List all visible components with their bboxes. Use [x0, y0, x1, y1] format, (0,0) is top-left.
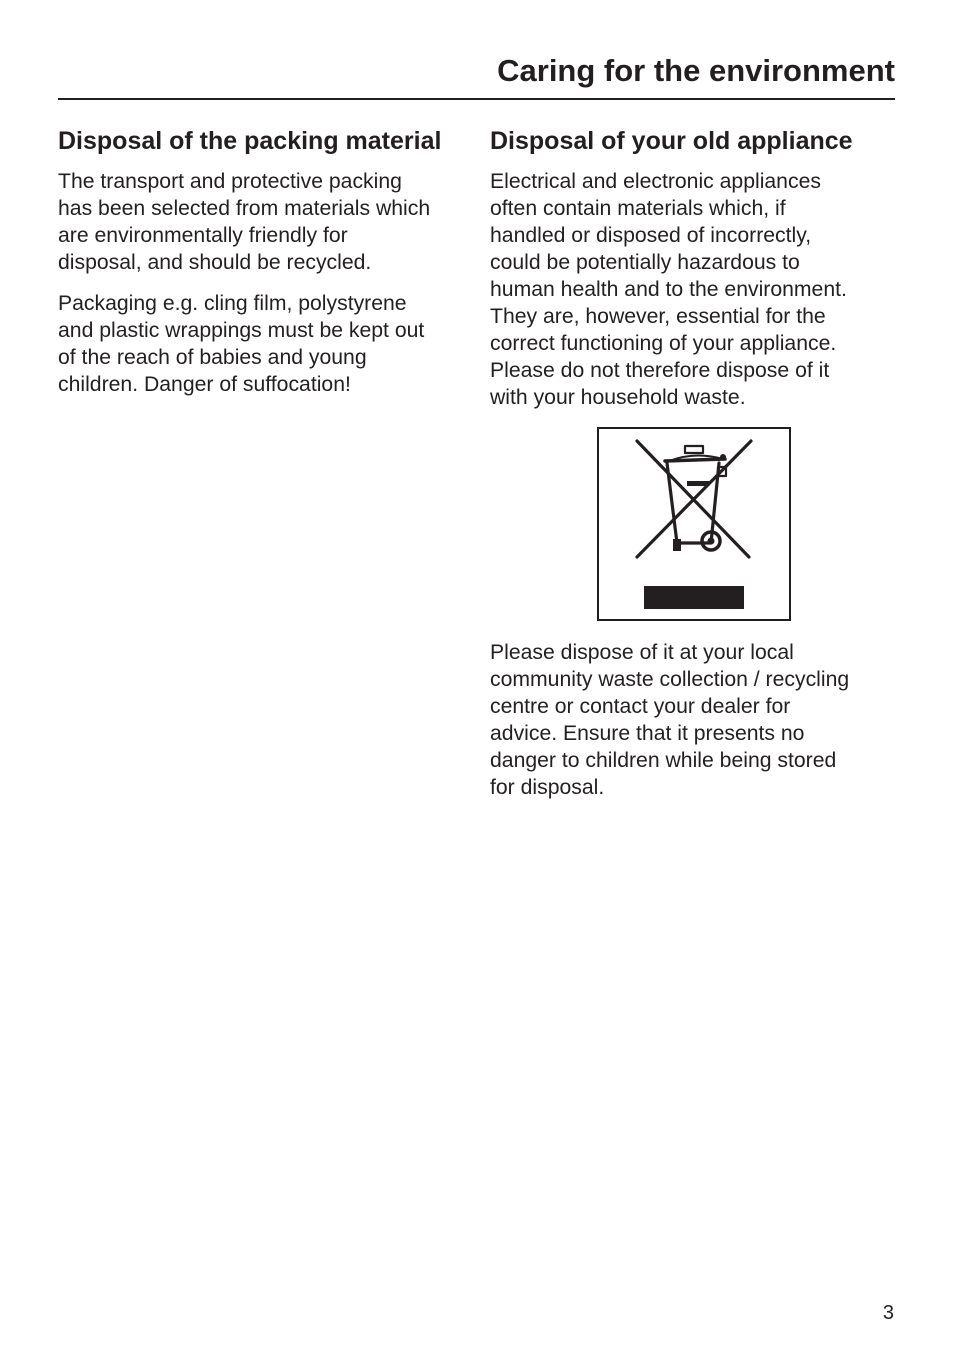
text-line: advice. Ensure that it presents no [490, 722, 805, 745]
page-title: Caring for the environment [497, 53, 895, 88]
text-line: disposal, and should be recycled. [58, 251, 372, 274]
packing-paragraph-1 [58, 168, 470, 276]
text-line: of the reach of babies and young [58, 346, 367, 369]
text-line: human health and to the environment. [490, 278, 847, 301]
page-number: 3 [882, 1302, 894, 1324]
text-line: community waste collection / recycling [490, 668, 850, 691]
text-line: Please do not therefore dispose of it [490, 359, 830, 382]
text-line: Please dispose of it at your local [490, 641, 794, 664]
crossed-out-wheelie-bin-icon [599, 429, 789, 619]
right-column [490, 124, 895, 425]
text-line: handled or disposed of incorrectly, [490, 224, 812, 247]
appliance-paragraph-1 [490, 168, 895, 411]
text-line: Electrical and electronic appliances [490, 170, 821, 193]
text-line: correct functioning of your appliance. [490, 332, 837, 355]
text-line: They are, however, essential for the [490, 305, 826, 328]
title-rule [58, 98, 895, 100]
text-line: The transport and protective packing [58, 170, 402, 193]
packing-paragraph-2 [58, 290, 470, 398]
text-line: children. Danger of suffocation! [58, 373, 351, 396]
text-line: Packaging e.g. cling film, polystyrene [58, 292, 407, 315]
text-line: centre or contact your dealer for [490, 695, 791, 718]
packing-disposal-heading: Disposal of the packing material [58, 127, 442, 155]
weee-symbol-box [597, 427, 791, 621]
text-line: with your household waste. [490, 386, 746, 409]
text-line: for disposal. [490, 776, 605, 799]
left-column [58, 124, 470, 412]
appliance-paragraph-2 [490, 639, 895, 801]
text-line: danger to children while being stored [490, 749, 837, 772]
appliance-disposal-heading: Disposal of your old appliance [490, 127, 853, 155]
text-line: often contain materials which, if [490, 197, 786, 220]
appliance-paragraph-2-container [490, 639, 895, 815]
text-line: are environmentally friendly for [58, 224, 348, 247]
text-line: has been selected from materials which [58, 197, 431, 220]
text-line: could be potentially hazardous to [490, 251, 800, 274]
text-line: and plastic wrappings must be kept out [58, 319, 425, 342]
